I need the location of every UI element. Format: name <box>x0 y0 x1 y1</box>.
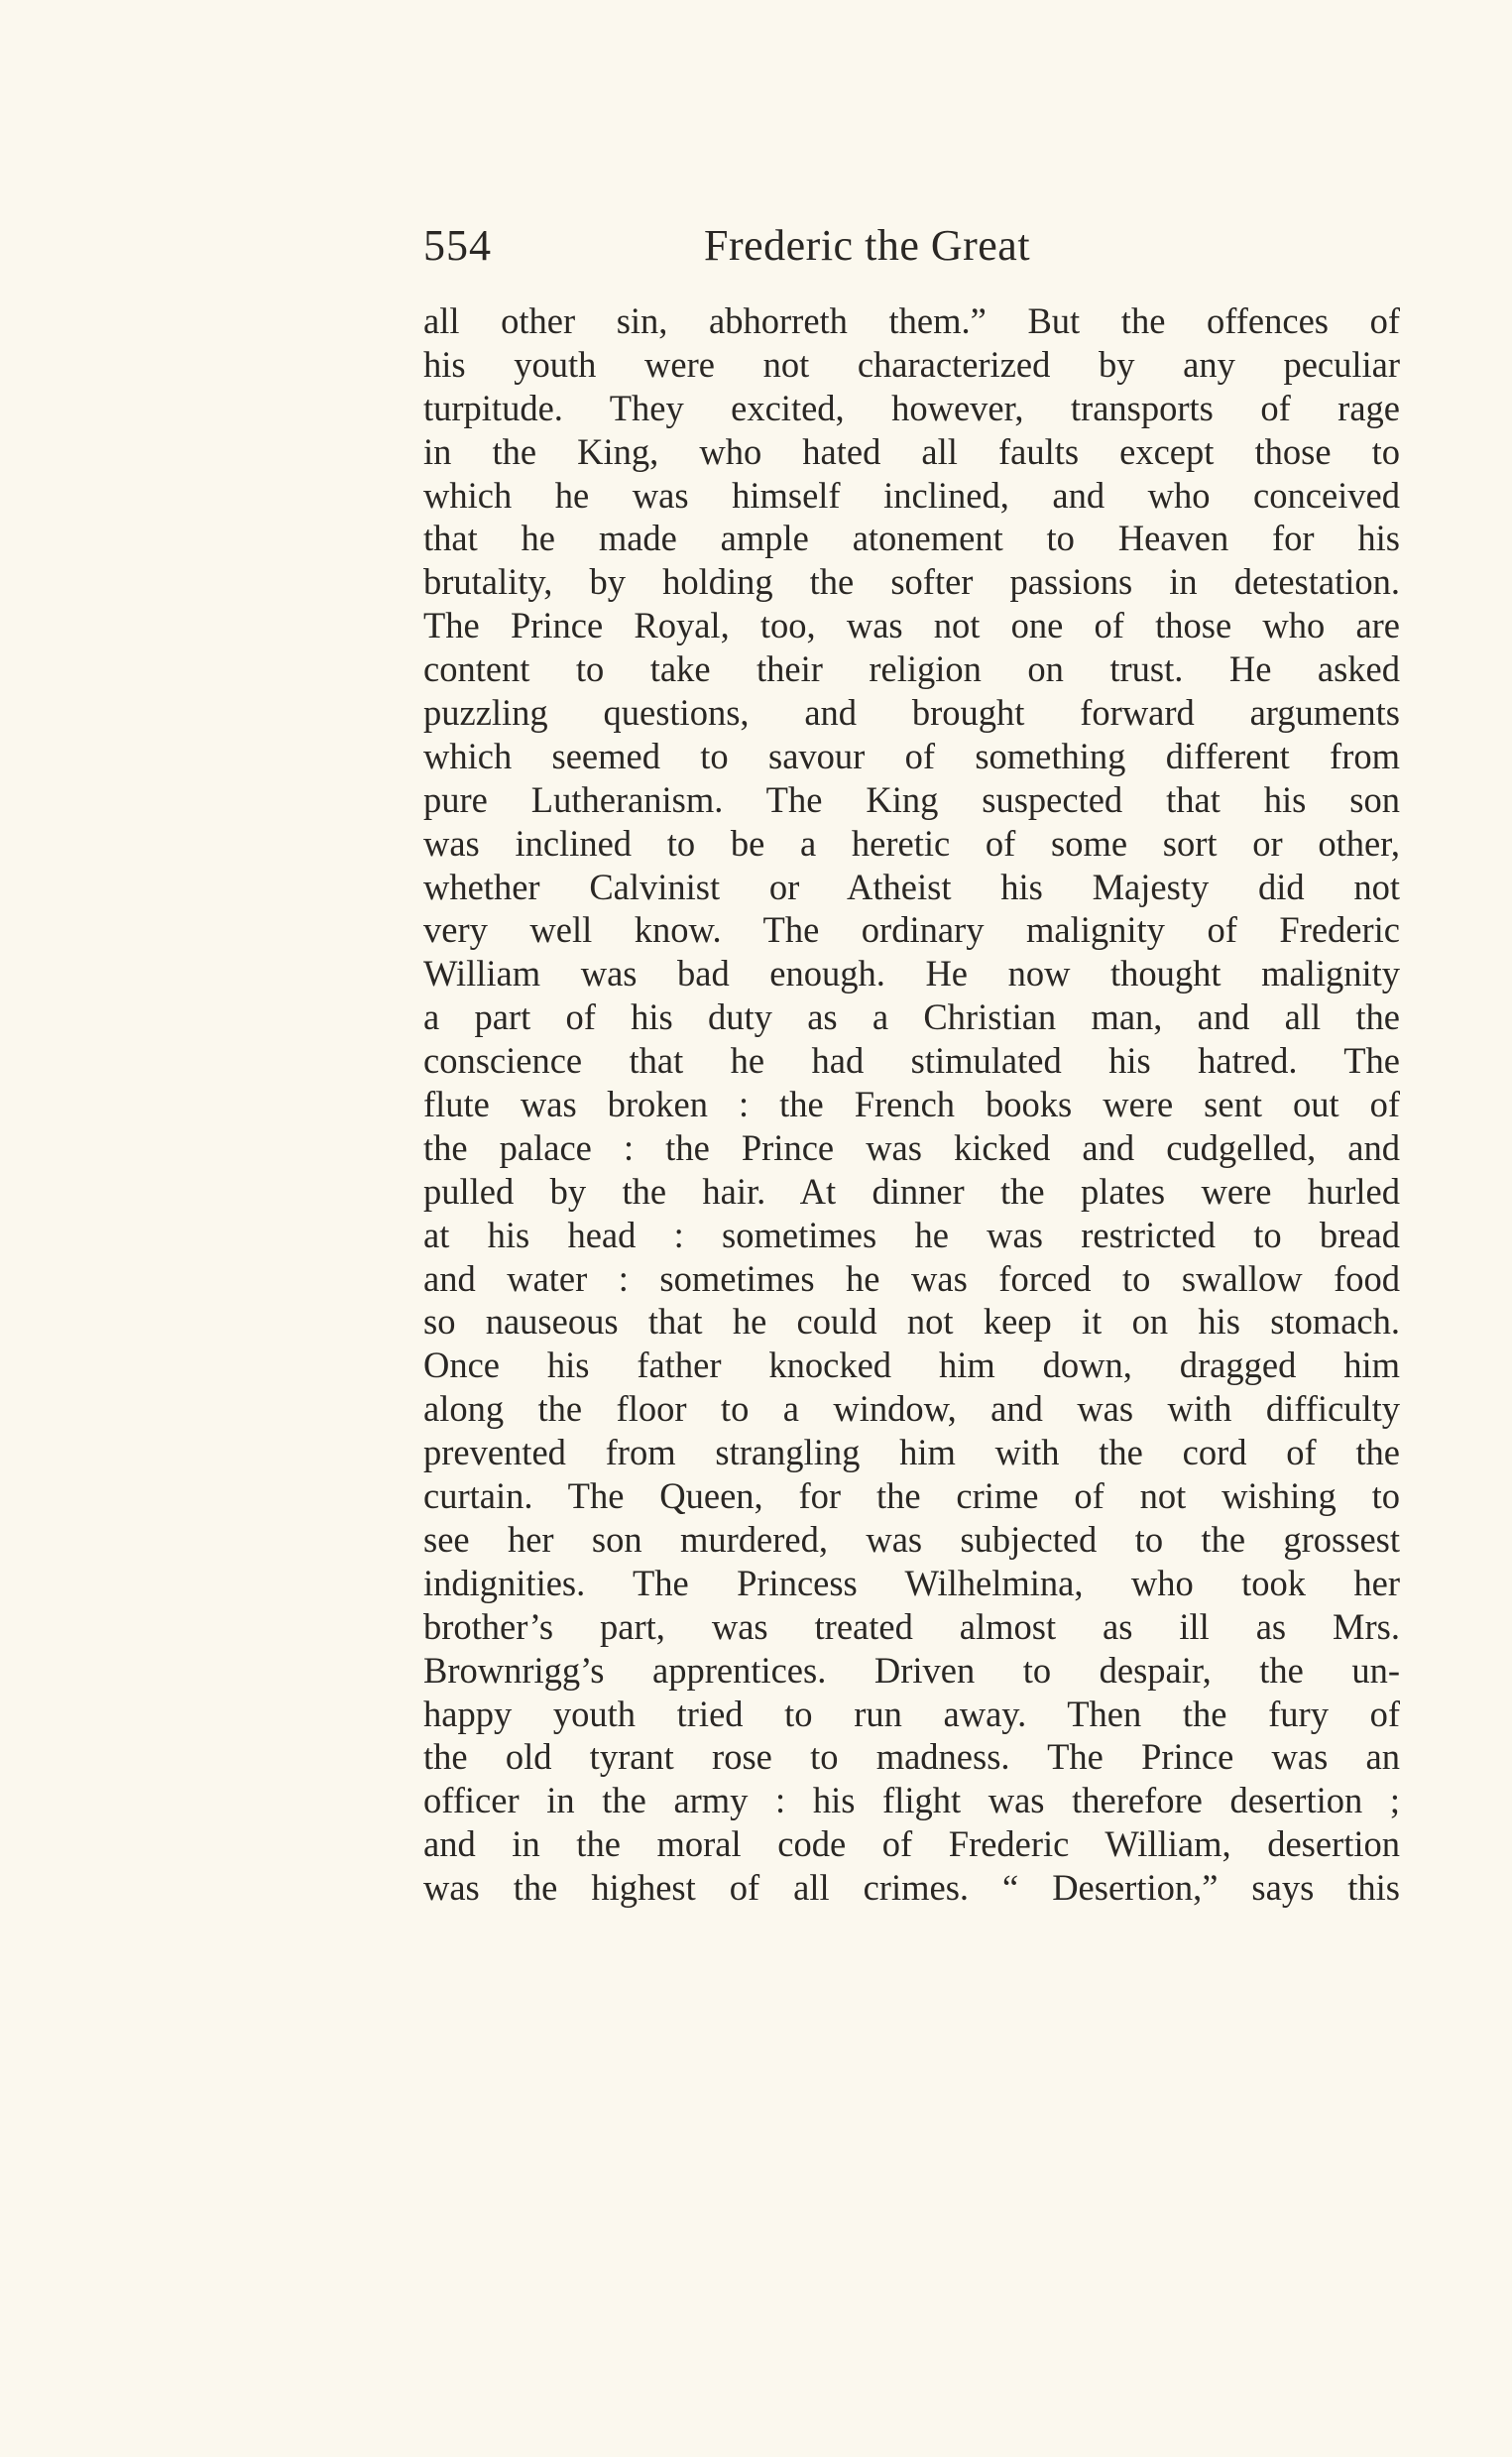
text-line: that he made ample atonement to Heaven for his <box>423 518 1400 559</box>
text-line: The Prince Royal, too, was not one of those who are <box>423 605 1400 646</box>
text-line: the palace : the Prince was kicked and cudgelled, and <box>423 1126 1400 1168</box>
text-line: pulled by the hair. At dinner the plates were hurled <box>423 1170 1400 1212</box>
text-line: in the King, who hated all faults except those to <box>423 430 1400 472</box>
text-line: and in the moral code of Frederic William, desertion <box>423 1823 1400 1865</box>
text-line: whether Calvinist or Atheist his Majesty did not <box>423 866 1400 907</box>
text-line: so nauseous that he could not keep it on his stomach. <box>423 1301 1400 1343</box>
text-line: prevented from strangling him with the cord of the <box>423 1432 1400 1473</box>
text-line: a part of his duty as a Christian man, and all the <box>423 996 1400 1038</box>
text-line: along the floor to a window, and was with difficulty <box>423 1388 1400 1430</box>
text-line: which seemed to savour of something different from <box>423 735 1400 776</box>
text-line: was inclined to be a heretic of some sort or other, <box>423 822 1400 864</box>
text-line: see her son murdered, was subjected to the grossest <box>423 1518 1400 1560</box>
text-line: very well know. The ordinary malignity of Frederic <box>423 909 1400 951</box>
text-line: and water : sometimes he was forced to swallow food <box>423 1257 1400 1299</box>
text-line: William was bad enough. He now thought malignity <box>423 953 1400 994</box>
text-line: the old tyrant rose to madness. The Prince was an <box>423 1736 1400 1778</box>
text-line: all other sin, abhorreth them.” But the offences of <box>423 300 1400 341</box>
text-line: puzzling questions, and brought forward arguments <box>423 692 1400 734</box>
text-line: officer in the army : his flight was therefore desertion ; <box>423 1780 1400 1821</box>
text-line: indignities. The Princess Wilhelmina, who took her <box>423 1562 1400 1603</box>
text-line: conscience that he had stimulated his hatred. The <box>423 1040 1400 1082</box>
running-title: Frederic the Great <box>704 221 1031 270</box>
text-line: at his head : sometimes he was restricted to bread <box>423 1214 1400 1255</box>
text-line: Once his father knocked him down, dragged him <box>423 1345 1400 1386</box>
text-line: brutality, by holding the softer passions in detestation. <box>423 561 1400 603</box>
text-line: brother’s part, was treated almost as ill as Mrs. <box>423 1605 1400 1647</box>
text-line: curtain. The Queen, for the crime of not wishing to <box>423 1475 1400 1517</box>
text-line: which he was himself inclined, and who conceived <box>423 474 1400 516</box>
text-line: happy youth tried to run away. Then the fury of <box>423 1693 1400 1734</box>
running-head <box>423 216 1114 276</box>
text-line: Brownrigg’s apprentices. Driven to despair, the un- <box>423 1649 1400 1691</box>
text-line: his youth were not characterized by any peculiar <box>423 343 1400 385</box>
text-line: flute was broken : the French books were sent out of <box>423 1084 1400 1125</box>
page-number: 554 <box>423 221 492 270</box>
body-text <box>423 299 1400 1910</box>
text-line: was the highest of all crimes. “ Desertion,” says this <box>423 1867 1400 1909</box>
text-line: turpitude. They excited, however, transports of rage <box>423 387 1400 428</box>
text-line: content to take their religion on trust. He asked <box>423 648 1400 690</box>
text-line: pure Lutheranism. The King suspected that his son <box>423 778 1400 820</box>
